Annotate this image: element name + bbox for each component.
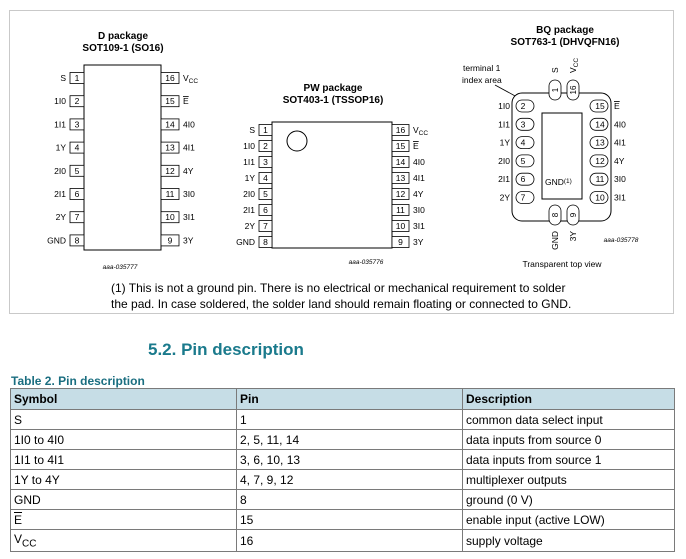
pin-number: 15	[165, 96, 175, 107]
gnd-pad-label: GND$^{(1)}$	[545, 177, 572, 187]
pin-label: 4I0	[183, 119, 195, 130]
pin-number: 5	[74, 165, 80, 176]
pin-number: 10	[595, 192, 605, 203]
pin-number: 11	[165, 189, 175, 199]
pin-number: 12	[595, 155, 605, 166]
pin-number: 10	[165, 212, 175, 223]
description-cell: data inputs from source 0	[463, 430, 675, 450]
pin-label: 1I1	[243, 157, 255, 167]
pin-label: 3Y	[413, 237, 424, 247]
pw-package-subtitle: SOT403-1 (TSSOP16)	[282, 95, 384, 106]
pw-right-pins	[392, 125, 428, 248]
pin-number: 6	[520, 174, 526, 185]
pin-label: GND	[47, 235, 66, 246]
pin-label: 2I0	[243, 189, 255, 199]
pin-number: 1	[74, 73, 80, 83]
pin-label: E	[183, 96, 189, 107]
pin-cell: 3, 6, 10, 13	[237, 450, 463, 470]
pin-number: 6	[74, 189, 80, 199]
pin-number: 7	[520, 192, 526, 203]
pin-label: S	[60, 73, 66, 83]
description-cell: enable input (active LOW)	[463, 510, 675, 530]
section-title: 5.2. Pin description	[148, 340, 304, 359]
bq-package-subtitle: SOT763-1 (DHVQFN16)	[510, 37, 620, 48]
pin-number: 3	[74, 119, 80, 130]
pin-label: 1Y	[55, 142, 66, 153]
pin-label: 4I1	[183, 142, 195, 153]
pin-number: 10	[395, 221, 406, 231]
pin-number: 13	[595, 137, 605, 148]
pin-number: 8	[263, 237, 268, 247]
enable-symbol: $\overline{E}$	[14, 512, 23, 527]
pin-number: 3	[520, 119, 526, 130]
terminal-label-1: terminal 1	[463, 63, 501, 73]
pin-configuration-diagram	[10, 11, 675, 315]
pin-label: 2Y	[499, 192, 510, 203]
pw-package-body	[272, 122, 392, 248]
pin-label: 3I1	[614, 192, 626, 203]
pin-number: 16	[165, 73, 175, 83]
pin-number: 6	[263, 205, 268, 215]
figure-footnote: (1) This is not a ground pin. There is no electrical or mechanical requirement to solder the pad. In case soldered, the solder land should remain floating or connected to GND.	[111, 281, 572, 311]
pin-label: $V_{CC}$	[183, 73, 199, 85]
pin-number: 16	[395, 125, 406, 135]
bq-package-code: aaa-035778	[603, 237, 639, 244]
pin-label: 2I0	[54, 165, 66, 176]
pin-label: 2I1	[243, 205, 255, 215]
pin-label: 4I1	[413, 173, 425, 183]
pin-cell: 4, 7, 9, 12	[237, 470, 463, 490]
pin-label: 1I0	[54, 96, 66, 107]
symbol-cell: S	[11, 410, 237, 430]
bq-package	[462, 25, 639, 269]
table-row	[11, 450, 675, 470]
table-row	[11, 470, 675, 490]
pin-label: 3I1	[183, 212, 195, 223]
pw-package-code: aaa-035776	[348, 259, 384, 266]
pin-label: 1I1	[54, 119, 66, 130]
pin-number: 5	[263, 189, 268, 199]
bq-view-label: Transparent top view	[522, 259, 602, 269]
pw-package-title: PW package	[303, 83, 363, 94]
description-cell: multiplexer outputs	[463, 470, 675, 490]
pin-label: 4Y	[183, 165, 194, 176]
table-row	[11, 430, 675, 450]
pin-cell: 2, 5, 11, 14	[237, 430, 463, 450]
pin-number: 15	[595, 101, 605, 111]
pin-number: 14	[165, 119, 175, 130]
pin-label: 2Y	[244, 221, 255, 231]
d-package-title: D package	[97, 31, 149, 42]
pin-number: 7	[74, 212, 80, 223]
pin-label: 4Y	[413, 189, 424, 199]
pw-left-pins	[236, 125, 272, 248]
pin-number: 5	[520, 155, 526, 166]
d-package-code: aaa-035777	[102, 264, 138, 271]
pin-number: 4	[74, 142, 80, 153]
pin-label: $V_{CC}$	[568, 57, 580, 73]
header-symbol: Symbol	[11, 389, 237, 410]
d-right-pins	[161, 73, 198, 246]
pin-number: 4	[263, 173, 268, 183]
table-row	[11, 510, 675, 530]
d-package	[47, 31, 198, 271]
pin-number: 2	[74, 96, 80, 107]
pin-description-table	[10, 388, 675, 552]
pin-label: S	[550, 67, 560, 73]
pin-number: 12	[395, 189, 406, 199]
pin-number: 8	[551, 212, 560, 218]
pin-label: 4I1	[614, 137, 626, 148]
pin-cell: 15	[237, 510, 463, 530]
pin-label: 1I0	[498, 101, 510, 111]
pin-number: 8	[74, 235, 80, 246]
description-cell: common data select input	[463, 410, 675, 430]
description-cell: ground (0 V)	[463, 490, 675, 510]
pin-number: 14	[395, 157, 406, 167]
header-description: Description	[463, 389, 675, 410]
d-package-subtitle: SOT109-1 (SO16)	[82, 43, 164, 54]
pin-number: 2	[520, 101, 526, 111]
pin-label: 1Y	[244, 173, 255, 183]
pin-label: 1I1	[498, 119, 510, 130]
pin-label: 3Y	[183, 235, 194, 246]
vcc-subscript: CC	[22, 538, 37, 550]
pin-label: $V_{CC}$	[413, 125, 429, 137]
pin-number: 15	[395, 141, 406, 151]
pin-label: 2I1	[498, 174, 510, 185]
pin-number: 9	[167, 235, 173, 246]
pin-label: 4I0	[413, 157, 425, 167]
pin-number: 12	[165, 165, 175, 176]
pin-cell: 1	[237, 410, 463, 430]
pin-label: E	[413, 141, 419, 151]
pin-number: 9	[569, 212, 578, 218]
pin-label: E	[614, 101, 620, 111]
pin-label: 3I0	[413, 205, 425, 215]
table-row	[11, 410, 675, 430]
table-caption: Table 2. Pin description	[11, 374, 145, 388]
d-left-pins	[47, 73, 84, 246]
pin-number: 16	[569, 85, 578, 95]
bq-package-title: BQ package	[536, 25, 594, 36]
pin-label: 1Y	[499, 137, 510, 148]
pin-label: 2I1	[54, 189, 66, 199]
pin-label: 3I0	[183, 189, 195, 199]
pin-configuration-figure	[9, 10, 674, 314]
symbol-cell	[11, 510, 237, 530]
symbol-cell: GND	[11, 490, 237, 510]
pin-label: 3I1	[413, 221, 425, 231]
description-cell: data inputs from source 1	[463, 450, 675, 470]
symbol-cell: 1Y to 4Y	[11, 470, 237, 490]
terminal-label-2: index area	[462, 75, 502, 85]
pin-label: GND	[236, 237, 255, 247]
pin-number: 3	[263, 157, 268, 167]
d-package-body	[84, 65, 161, 250]
pin-number: 13	[395, 173, 406, 183]
pin-number: 2	[263, 141, 268, 151]
pin-label: 2I0	[498, 155, 510, 166]
description-cell: supply voltage	[463, 530, 675, 552]
pin-number: 11	[396, 205, 405, 215]
symbol-cell: $V_{CC}$	[11, 530, 237, 552]
pin-label: S	[249, 125, 255, 135]
symbol-cell: 1I1 to 4I1	[11, 450, 237, 470]
pin-label: 3I0	[614, 174, 626, 185]
table-row	[11, 530, 675, 552]
pin-label: 1I0	[243, 141, 255, 151]
pin-number: 9	[398, 237, 403, 247]
table-row	[11, 490, 675, 510]
table-header-row	[11, 389, 675, 410]
pin-number: 11	[595, 174, 605, 185]
pin-label: 4Y	[614, 155, 625, 166]
pin-label: 2Y	[55, 212, 66, 223]
pin-number: 14	[595, 119, 605, 130]
pin-label: 3Y	[568, 231, 578, 242]
pin-cell: 16	[237, 530, 463, 552]
pin-number: 1	[551, 87, 560, 93]
pin-number: 7	[263, 221, 268, 231]
table-body	[11, 410, 675, 552]
pw-package	[236, 83, 428, 266]
pin-cell: 8	[237, 490, 463, 510]
pin-label: GND	[550, 231, 560, 250]
pin-label: 4I0	[614, 119, 626, 130]
pin-number: 4	[520, 137, 526, 148]
terminal-pointer	[495, 85, 517, 97]
symbol-cell: 1I0 to 4I0	[11, 430, 237, 450]
pin-number: 13	[165, 142, 175, 153]
header-pin: Pin	[237, 389, 463, 410]
pin-number: 1	[263, 125, 268, 135]
